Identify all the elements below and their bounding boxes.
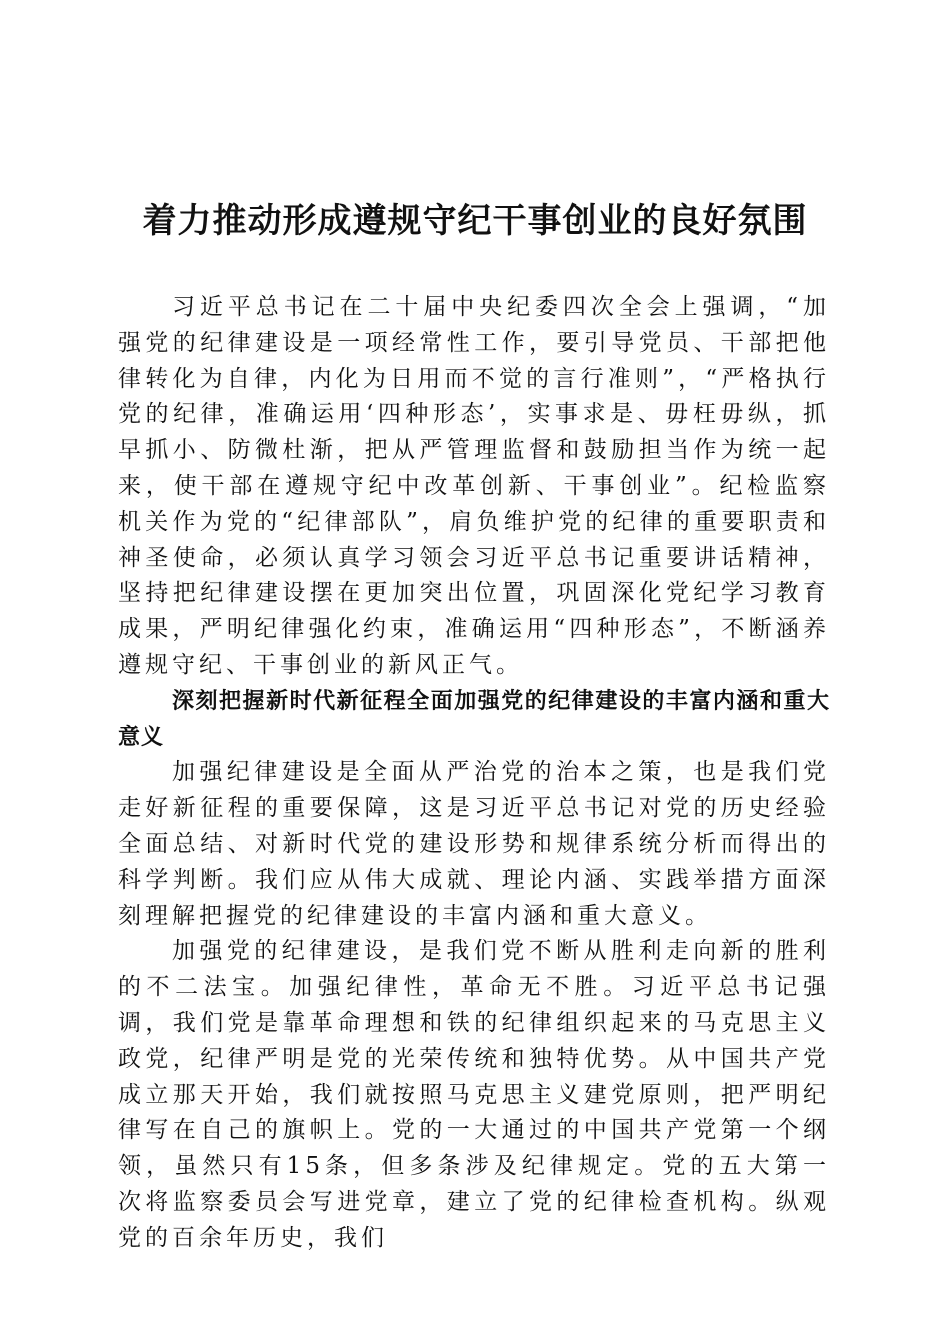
document-title: 着力推动形成遵规守纪干事创业的良好氛围 [142, 201, 808, 241]
section-paragraph-2: 加强党的纪律建设，是我们党不断从胜利走向新的胜利的不二法宝。加强纪律性，革命无不胜。习近平总书记强调，我们党是靠革命理想和铁的纪律组织起来的马克思主义政党，纪律严明是党的光荣传统和独特优势。从中国共产党成立那天开始，我们就按照马克思主义建党原则，把严明纪律写在自己的旗帜上。党的一大通过的中国共产党第一个纲领，虽然只有15条，但多条涉及纪律规定。党的五大第一次将监察委员会写进党章，建立了党的纪律检查机构。纵观党的百余年历史，我们 [118, 938, 830, 1251]
document-body [118, 290, 830, 1257]
intro-paragraph: 习近平总书记在二十届中央纪委四次全会上强调，“加强党的纪律建设是一项经常性工作，要引导党员、干部把他律转化为自律，内化为日用而不觉的言行准则”，“严格执行党的纪律，准确运用‘四种形态’，实事求是、毋枉毋纵，抓早抓小、防微杜渐，把从严管理监督和鼓励担当作为统一起来，使干部在遵规守纪中改革创新、干事创业”。纪检监察机关作为党的“纪律部队”，肩负维护党的纪律的重要职责和神圣使命，必须认真学习领会习近平总书记重要讲话精神，坚持把纪律建设摆在更加突出位置，巩固深化党纪学习教育成果，严明纪律强化约束，准确运用“四种形态”，不断涵养遵规守纪、干事创业的新风正气。 [118, 294, 830, 678]
section-heading: 深刻把握新时代新征程全面加强党的纪律建设的丰富内涵和重大意义 [118, 688, 830, 750]
section-paragraph-1: 加强纪律建设是全面从严治党的治本之策，也是我们党走好新征程的重要保障，这是习近平总书记对党的历史经验全面总结、对新时代党的建设形势和规律系统分析而得出的科学判断。我们应从伟大成就、理论内涵、实践举措方面深刻理解把握党的纪律建设的丰富内涵和重大意义。 [118, 759, 830, 929]
